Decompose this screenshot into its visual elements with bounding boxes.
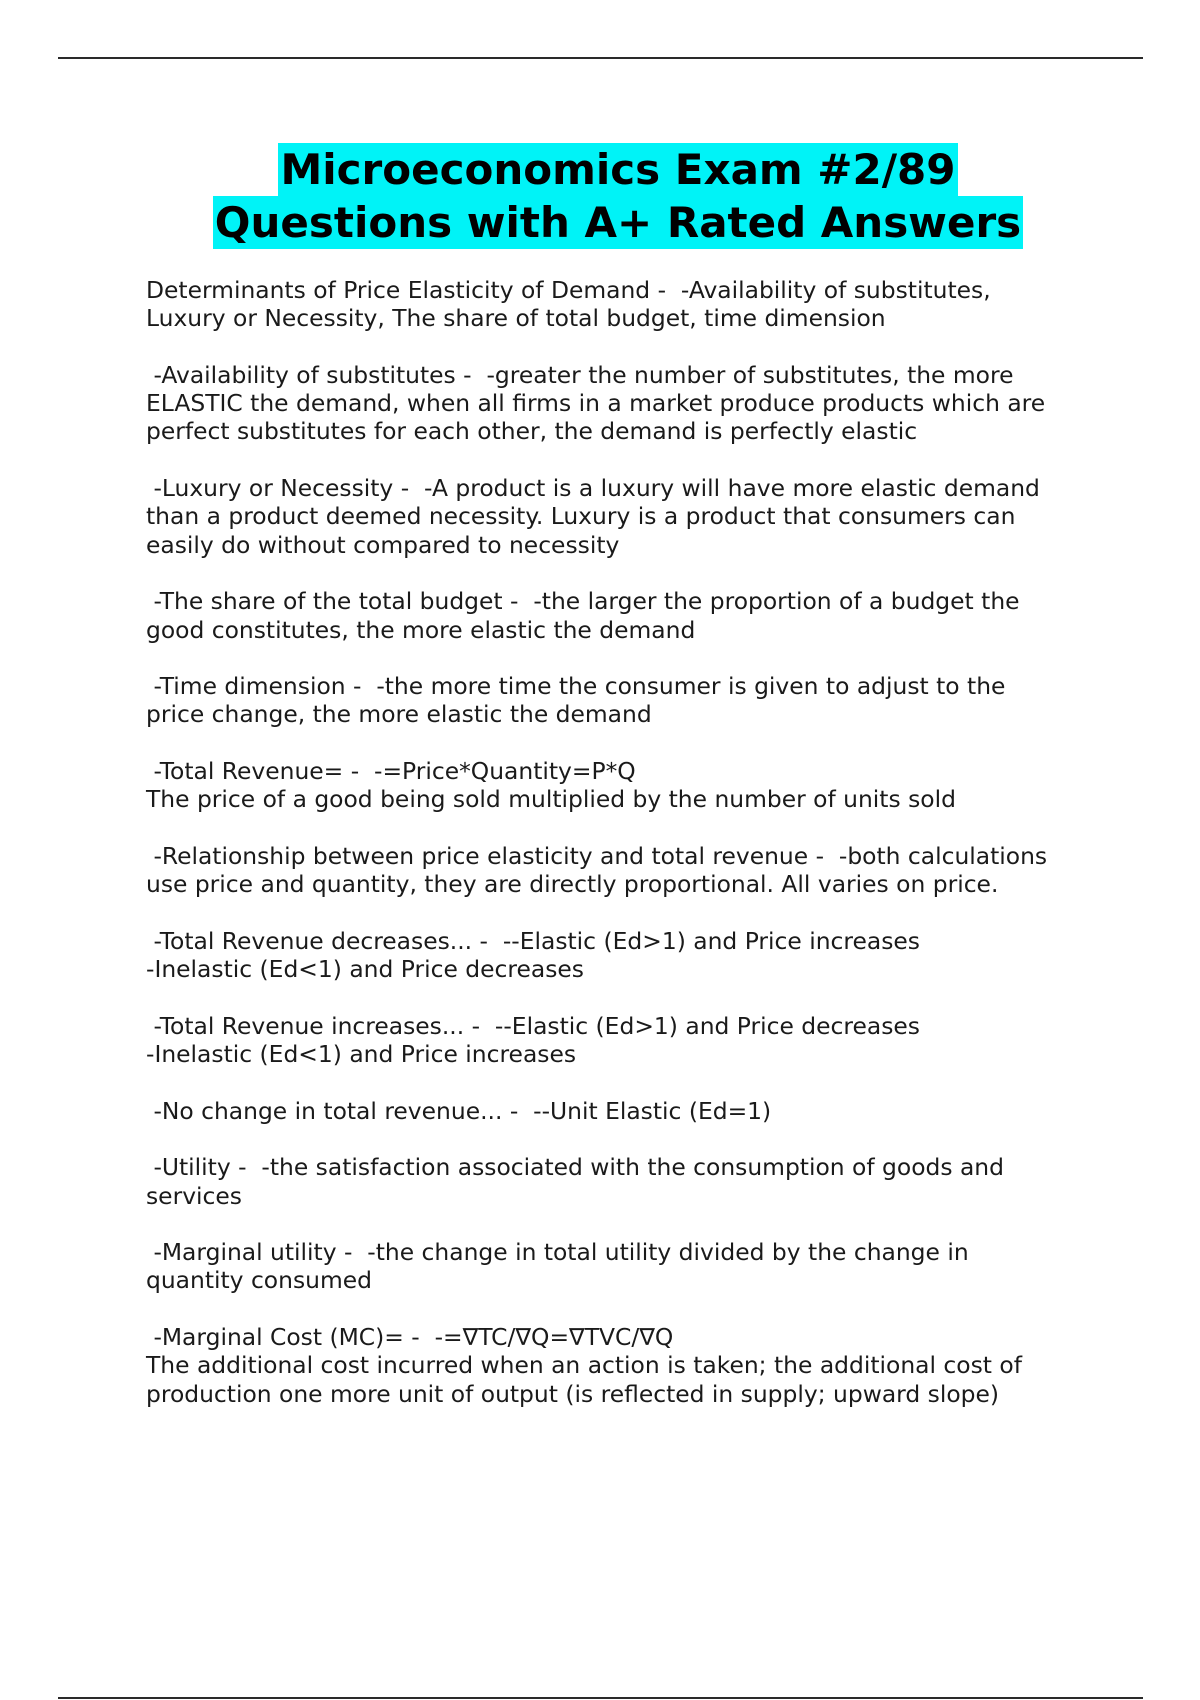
- qa-entry: [146, 672, 1106, 729]
- qa-entry: [146, 1323, 1106, 1408]
- title-line-2: Questions with A+ Rated Answers: [214, 198, 1022, 247]
- qa-line: -Availability of substitutes - -greater the number of substitutes, the more: [146, 360, 1014, 389]
- qa-line: easily do without compared to necessity: [146, 530, 620, 559]
- qa-line: -Inelastic (Ed<1) and Price decreases: [146, 955, 584, 984]
- qa-line: -Inelastic (Ed<1) and Price increases: [146, 1040, 577, 1069]
- qa-entry: [146, 1153, 1106, 1210]
- qa-line: -Marginal utility - -the change in total utility divided by the change in: [146, 1238, 969, 1267]
- header-rule: [58, 57, 1143, 59]
- qa-line: The price of a good being sold multiplied by the number of units sold: [146, 785, 956, 814]
- qa-line: -Relationship between price elasticity and total revenue - -both calculations: [146, 841, 1048, 870]
- qa-line: perfect substitutes for each other, the demand is perfectly elastic: [146, 417, 918, 446]
- qa-entry: [146, 842, 1106, 899]
- qa-entry: [146, 276, 1106, 333]
- qa-entry: [146, 1238, 1106, 1295]
- qa-line: The additional cost incurred when an action is taken; the additional cost of: [146, 1351, 1022, 1380]
- qa-line: -Total Revenue increases... - --Elastic (Ed>1) and Price decreases: [146, 1011, 920, 1040]
- qa-line: -Total Revenue= - -=Price*Quantity=P*Q: [146, 757, 636, 786]
- qa-entry: [146, 587, 1106, 644]
- footer-rule: [58, 1697, 1143, 1699]
- qa-line: Luxury or Necessity, The share of total budget, time dimension: [146, 304, 886, 333]
- qa-line: -Luxury or Necessity - -A product is a luxury will have more elastic demand: [146, 474, 1040, 503]
- qa-line: ELASTIC the demand, when all firms in a market produce products which are: [146, 389, 1046, 418]
- title-line-1: Microeconomics Exam #2/89: [280, 145, 956, 194]
- document-title: [0, 143, 1200, 249]
- qa-line: -Time dimension - -the more time the consumer is given to adjust to the: [146, 672, 1006, 701]
- qa-entry: [146, 757, 1106, 814]
- qa-line: -The share of the total budget - -the larger the proportion of a budget the: [146, 587, 1020, 616]
- qa-line: production one more unit of output (is reflected in supply; upward slope): [146, 1379, 1000, 1408]
- qa-line: than a product deemed necessity. Luxury is a product that consumers can: [146, 502, 1016, 531]
- qa-entry: [146, 1097, 1106, 1125]
- qa-line: -Total Revenue decreases... - --Elastic (Ed>1) and Price increases: [146, 926, 920, 955]
- qa-line: services: [146, 1181, 242, 1210]
- qa-line: price change, the more elastic the demand: [146, 700, 652, 729]
- document-body: [146, 276, 1106, 1436]
- qa-line: good constitutes, the more elastic the demand: [146, 615, 696, 644]
- qa-entry: [146, 1012, 1106, 1069]
- qa-line: -Utility - -the satisfaction associated with the consumption of goods and: [146, 1153, 1004, 1182]
- qa-line: Determinants of Price Elasticity of Demand - -Availability of substitutes,: [146, 276, 991, 304]
- qa-entry: [146, 927, 1106, 984]
- qa-line: -No change in total revenue... - --Unit Elastic (Ed=1): [146, 1096, 772, 1125]
- qa-line: -Marginal Cost (MC)= - -=∇TC/∇Q=∇TVC/∇Q: [146, 1322, 674, 1351]
- qa-line: quantity consumed: [146, 1266, 372, 1295]
- qa-entry: [146, 474, 1106, 559]
- qa-line: use price and quantity, they are directly proportional. All varies on price.: [146, 870, 999, 899]
- qa-entry: [146, 361, 1106, 446]
